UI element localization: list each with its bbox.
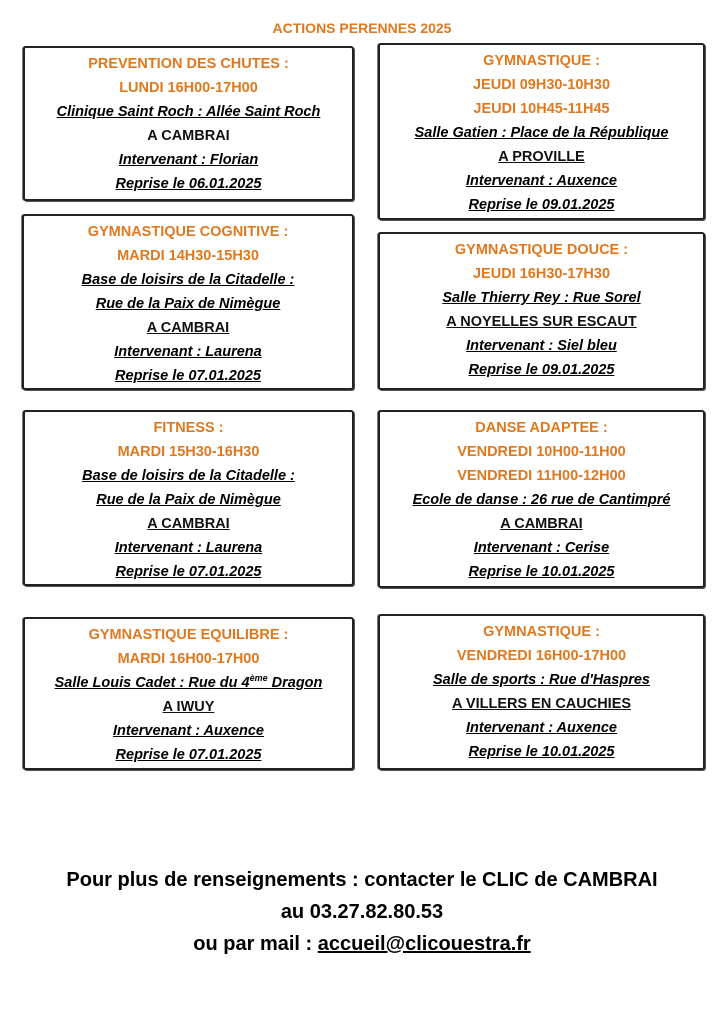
activity-time: MARDI 15H30-16H30 bbox=[117, 444, 260, 460]
activity-location: Salle Louis Cadet : Rue du 4ème Dragon bbox=[54, 673, 323, 691]
activity-instructor: Intervenant : Laurena bbox=[114, 344, 262, 360]
activity-location: Salle Thierry Rey : Rue Sorel bbox=[442, 290, 641, 306]
activity-resumption: Reprise le 06.01.2025 bbox=[115, 176, 262, 192]
activity-card-fitness bbox=[23, 410, 354, 586]
activity-city: A IWUY bbox=[162, 699, 215, 715]
activity-location: Salle de sports : Rue d'Haspres bbox=[433, 672, 650, 688]
activity-name: GYMNASTIQUE : bbox=[483, 53, 600, 69]
activity-card-gymnastique-villers bbox=[378, 614, 705, 770]
activity-city: A NOYELLES SUR ESCAUT bbox=[446, 314, 637, 330]
activity-city: A VILLERS EN CAUCHIES bbox=[451, 696, 632, 712]
activity-location: Base de loisirs de la Citadelle : bbox=[82, 468, 295, 484]
activity-location: Ecole de danse : 26 rue de Cantimpré bbox=[412, 492, 671, 508]
activity-resumption: Reprise le 10.01.2025 bbox=[468, 744, 615, 760]
activity-time: MARDI 16H00-17H00 bbox=[117, 651, 260, 667]
activity-instructor: Intervenant : Laurena bbox=[114, 540, 263, 556]
activity-name: GYMNASTIQUE COGNITIVE : bbox=[87, 224, 289, 240]
contact-phone: au 03.27.82.80.53 bbox=[280, 901, 444, 923]
activity-time: VENDREDI 11H00-12H00 bbox=[457, 468, 626, 484]
activity-instructor: Intervenant : Auxence bbox=[466, 720, 617, 736]
activity-time: MARDI 14H30-15H30 bbox=[117, 248, 259, 264]
activity-city: A CAMBRAI bbox=[147, 128, 230, 144]
activity-location: Base de loisirs de la Citadelle : bbox=[81, 272, 295, 288]
activity-resumption: Reprise le 09.01.2025 bbox=[468, 362, 615, 378]
activity-card-gymnastique-equilibre bbox=[23, 617, 354, 770]
activity-city: A PROVILLE bbox=[498, 149, 585, 165]
activity-time: JEUDI 09H30-10H30 bbox=[472, 77, 611, 93]
activity-name: GYMNASTIQUE EQUILIBRE : bbox=[88, 627, 289, 643]
activity-time: VENDREDI 10H00-11H00 bbox=[457, 444, 626, 460]
activity-card-danse-adaptee bbox=[378, 410, 705, 588]
activity-instructor: Intervenant : Siel bleu bbox=[466, 338, 617, 354]
activity-name: DANSE ADAPTEE : bbox=[475, 420, 608, 436]
contact-line: Pour plus de renseignements : contacter le CLIC de CAMBRAI bbox=[66, 869, 658, 891]
activity-location: Salle Gatien : Place de la République bbox=[414, 125, 669, 141]
activity-location: Clinique Saint Roch : Allée Saint Roch bbox=[56, 104, 321, 120]
activity-time: LUNDI 16H00-17H00 bbox=[119, 80, 258, 96]
activity-instructor: Intervenant : Auxence bbox=[113, 723, 264, 739]
activity-location-street: Rue de la Paix de Nimègue bbox=[95, 296, 281, 312]
activity-time: JEUDI 10H45-11H45 bbox=[473, 101, 610, 117]
activity-time: JEUDI 16H30-17H30 bbox=[472, 266, 611, 282]
page-title: ACTIONS PERENNES 2025 bbox=[272, 20, 452, 36]
activity-card-gymnastique-cognitive bbox=[22, 214, 354, 390]
activity-city: A CAMBRAI bbox=[500, 516, 583, 532]
activity-instructor: Intervenant : Florian bbox=[118, 152, 259, 168]
activity-resumption: Reprise le 10.01.2025 bbox=[468, 564, 615, 580]
activity-resumption: Reprise le 09.01.2025 bbox=[468, 197, 615, 213]
activity-city: A CAMBRAI bbox=[147, 516, 230, 532]
activity-location-street: Rue de la Paix de Nimègue bbox=[96, 492, 281, 508]
email-link[interactable]: accueil@clicouestra.fr bbox=[317, 933, 531, 955]
activity-card-gymnastique-proville bbox=[378, 43, 705, 220]
activity-card-prevention-chutes bbox=[23, 46, 354, 201]
activity-instructor: Intervenant : Cerise bbox=[473, 540, 610, 556]
activity-instructor: Intervenant : Auxence bbox=[466, 173, 617, 189]
activity-name: GYMNASTIQUE : bbox=[483, 624, 600, 640]
activity-name: PREVENTION DES CHUTES : bbox=[88, 56, 289, 72]
contact-email-line: ou par mail : accueil@clicouestra.fr bbox=[193, 933, 531, 955]
activity-resumption: Reprise le 07.01.2025 bbox=[115, 747, 262, 763]
activity-resumption: Reprise le 07.01.2025 bbox=[115, 368, 261, 384]
activity-name: GYMNASTIQUE DOUCE : bbox=[454, 242, 629, 258]
contact-footer bbox=[0, 864, 724, 960]
activity-time: VENDREDI 16H00-17H00 bbox=[456, 648, 627, 664]
activity-name: FITNESS : bbox=[153, 420, 224, 436]
activity-resumption: Reprise le 07.01.2025 bbox=[115, 564, 262, 580]
activity-card-gymnastique-douce bbox=[378, 232, 705, 390]
activity-city: A CAMBRAI bbox=[146, 320, 230, 336]
